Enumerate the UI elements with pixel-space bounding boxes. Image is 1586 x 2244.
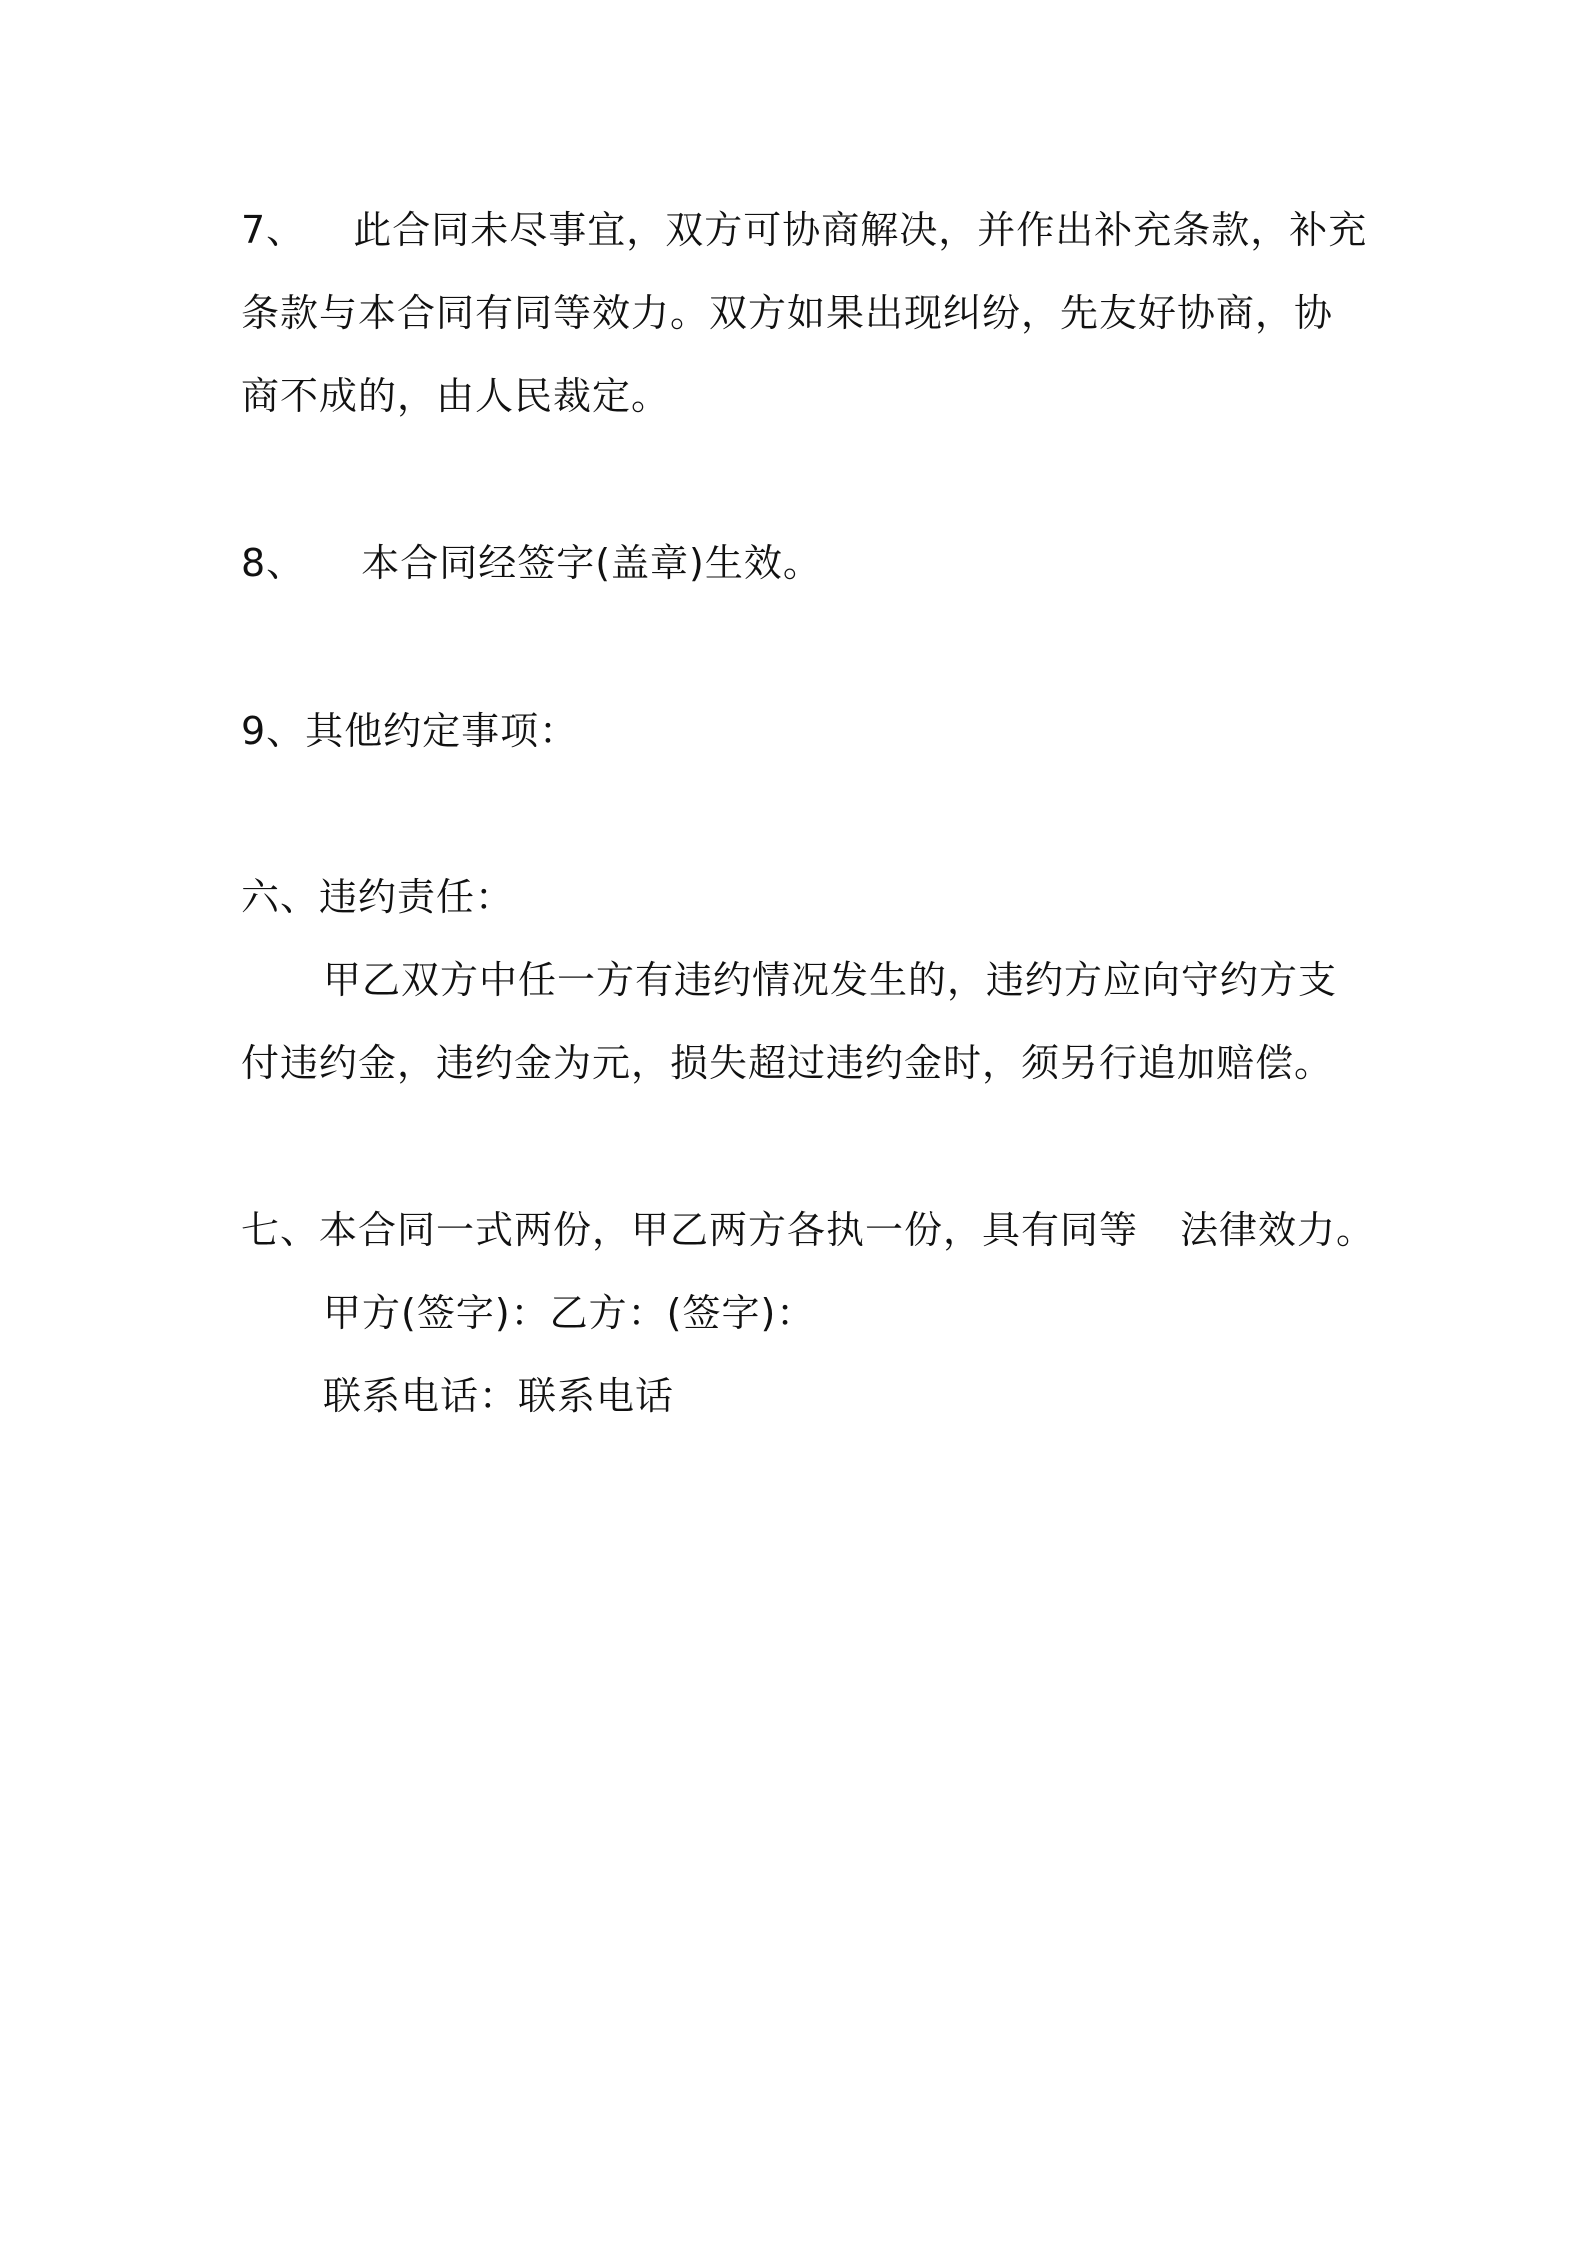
- clause-7-text-1: 此合同未尽事宜，双方可协商解决，并作出补充条款，补充: [353, 208, 1368, 252]
- section-7-text-2: 法律效力。: [1180, 1208, 1376, 1252]
- clause-7-line-2: 条款与本合同有同等效力。双方如果出现纠纷，先友好协商，协: [241, 291, 1334, 335]
- clause-8-number: 8、: [241, 541, 306, 585]
- section-7-line: [241, 1207, 1375, 1253]
- clause-8: [241, 540, 822, 586]
- phone-line: 联系电话：联系电话: [323, 1374, 675, 1418]
- clause-7-line-1: [241, 207, 1367, 253]
- clause-7-line-3: 商不成的，由人民裁定。: [241, 374, 671, 418]
- section-7-text-1: 七、本合同一式两份，甲乙两方各执一份，具有同等: [241, 1208, 1139, 1252]
- section-6-line-2: 付违约金，违约金为元，损失超过违约金时，须另行追加赔偿。: [241, 1041, 1334, 1085]
- signature-line: 甲方(签字)：乙方：(签字)：: [323, 1291, 816, 1335]
- section-6-line-1: 甲乙双方中任一方有违约情况发生的，违约方应向守约方支: [323, 958, 1338, 1002]
- clause-9: 9、其他约定事项：: [241, 709, 579, 753]
- clause-7-number: 7、: [241, 208, 306, 252]
- clause-8-text: 本合同经签字(盖章)生效。: [361, 541, 822, 585]
- section-6-heading: 六、违约责任：: [241, 875, 515, 919]
